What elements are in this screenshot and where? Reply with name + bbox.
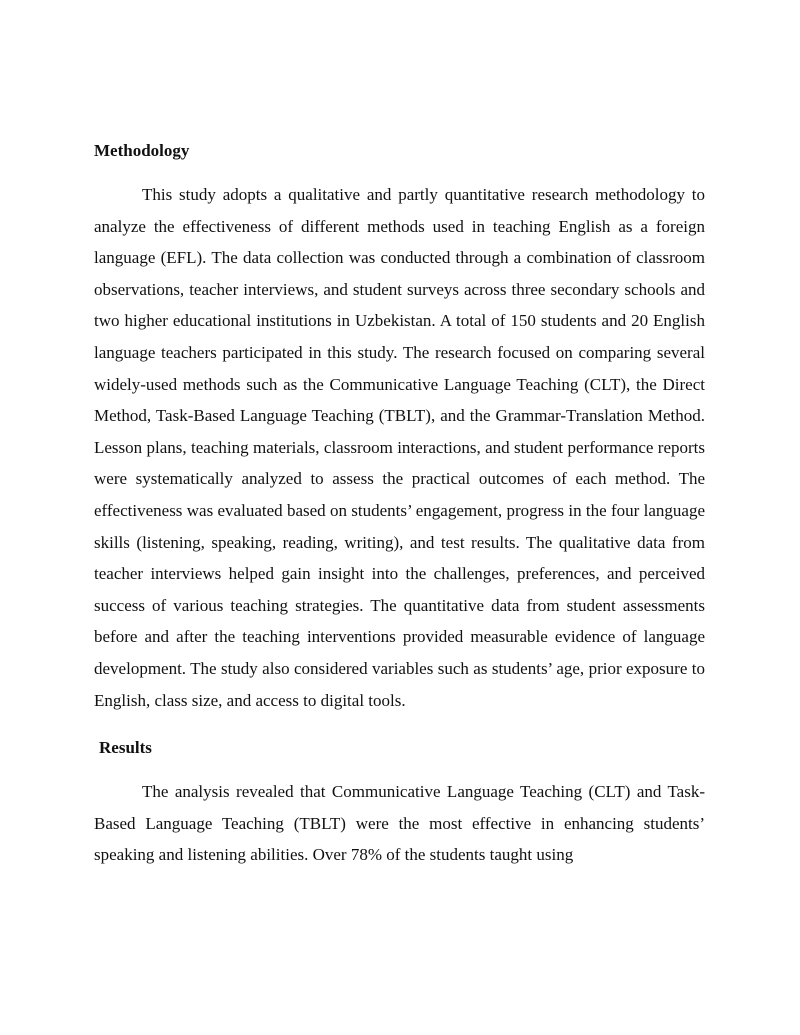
results-heading: Results — [99, 738, 152, 758]
methodology-paragraph: This study adopts a qualitative and partly quantitative research methodology to analyze the effectiveness of different methods used in teaching English as a foreign language (EFL). The data collection was conducted through a combination of classroom observations, teacher interviews, and student surveys across three secondary schools and two higher educational institutions in Uzbekistan. A total of 150 students and 20 English language teachers participated in this study. The research focused on comparing several widely-used methods such as the Communicative Language Teaching (CLT), the Direct Method, Task-Based Language Teaching (TBLT), and the Grammar-Translation Method. Lesson plans, teaching materials, classroom interactions, and student performance reports were systematically analyzed to assess the practical outcomes of each method. The effectiveness was evaluated based on students’ engagement, progress in the four language skills (listening, speaking, reading, writing), and test results. The qualitative data from teacher interviews helped gain insight into the challenges, preferences, and perceived success of various teaching strategies. The quantitative data from student assessments before and after the teaching interventions provided measurable evidence of language development. The study also considered variables such as students’ age, prior exposure to English, class size, and access to digital tools. — [94, 185, 705, 710]
methodology-heading: Methodology — [94, 141, 190, 160]
results-paragraph: The analysis revealed that Communicative Language Teaching (CLT) and Task-Based Language Teaching (TBLT) were the most effective in enhancing students’ speaking and listening abilities. Over 78% of the students taught using — [94, 782, 705, 865]
page-content — [94, 137, 705, 871]
